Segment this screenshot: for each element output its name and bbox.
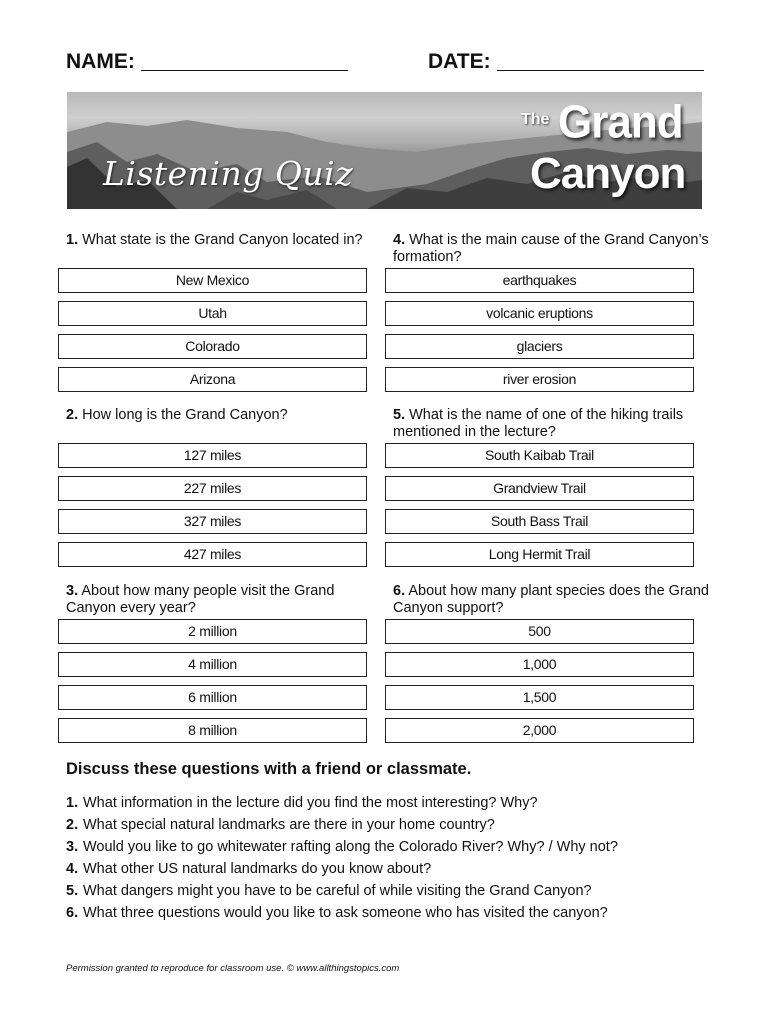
discussion-text: What other US natural landmarks do you know about? bbox=[83, 861, 432, 877]
question-2 bbox=[66, 407, 384, 575]
answer-option[interactable]: Long Hermit Trail bbox=[385, 542, 694, 567]
answer-option[interactable]: Arizona bbox=[58, 367, 367, 392]
question-4 bbox=[393, 232, 711, 400]
answer-option[interactable]: 2,000 bbox=[385, 718, 694, 743]
discussion-item bbox=[66, 814, 706, 836]
discussion-text: What dangers might you have to be careful of while visiting the Grand Canyon? bbox=[83, 883, 592, 899]
answer-option[interactable]: 500 bbox=[385, 619, 694, 644]
answer-options bbox=[66, 443, 384, 567]
answer-options bbox=[393, 619, 711, 743]
question-text: About how many people visit the Grand Canyon every year? bbox=[66, 583, 335, 616]
answer-option[interactable]: New Mexico bbox=[58, 268, 367, 293]
answer-option[interactable]: 427 miles bbox=[58, 542, 367, 567]
name-blank-line[interactable] bbox=[141, 50, 348, 71]
banner-the-text: The bbox=[521, 111, 550, 128]
name-label: NAME: bbox=[66, 50, 135, 73]
question-number: 5. bbox=[393, 407, 406, 423]
question-text: About how many plant species does the Grand Canyon support? bbox=[393, 583, 709, 616]
copyright-footer: Permission granted to reproduce for classroom use. © www.allthingstopics.com bbox=[66, 963, 400, 974]
name-date-header bbox=[66, 50, 706, 80]
answer-option[interactable]: 4 million bbox=[58, 652, 367, 677]
answer-option[interactable]: 327 miles bbox=[58, 509, 367, 534]
discussion-list bbox=[66, 792, 706, 924]
question-number: 1. bbox=[66, 232, 79, 248]
discussion-text: What information in the lecture did you find the most interesting? Why? bbox=[83, 795, 538, 811]
question-number: 2. bbox=[66, 407, 79, 423]
name-field[interactable] bbox=[66, 50, 348, 74]
question-number: 6. bbox=[393, 583, 406, 599]
discussion-number: 5. bbox=[66, 883, 79, 899]
answer-option[interactable]: Colorado bbox=[58, 334, 367, 359]
banner-canyon-text: Canyon bbox=[530, 149, 686, 198]
banner-quiz-title: Listening Quiz bbox=[103, 154, 354, 193]
answer-options bbox=[66, 268, 384, 392]
discussion-number: 6. bbox=[66, 905, 79, 921]
date-field[interactable] bbox=[428, 50, 704, 74]
discussion-text: What special natural landmarks are there in your home country? bbox=[83, 817, 495, 833]
question-5 bbox=[393, 407, 711, 575]
answer-options bbox=[393, 443, 711, 567]
answer-option[interactable]: Grandview Trail bbox=[385, 476, 694, 501]
banner-image bbox=[67, 92, 702, 209]
answer-option[interactable]: South Bass Trail bbox=[385, 509, 694, 534]
answer-option[interactable]: South Kaibab Trail bbox=[385, 443, 694, 468]
date-blank-line[interactable] bbox=[497, 50, 704, 71]
discussion-heading: Discuss these questions with a friend or classmate. bbox=[66, 760, 472, 778]
answer-option[interactable]: 8 million bbox=[58, 718, 367, 743]
discussion-text: What three questions would you like to ask someone who has visited the canyon? bbox=[83, 905, 608, 921]
answer-option[interactable]: Utah bbox=[58, 301, 367, 326]
discussion-text: Would you like to go whitewater rafting along the Colorado River? Why? / Why not? bbox=[83, 839, 618, 855]
question-text: How long is the Grand Canyon? bbox=[82, 407, 288, 423]
question-1 bbox=[66, 232, 384, 400]
discussion-item bbox=[66, 858, 706, 880]
discussion-item bbox=[66, 880, 706, 902]
answer-option[interactable]: 227 miles bbox=[58, 476, 367, 501]
answer-option[interactable]: 6 million bbox=[58, 685, 367, 710]
question-text: What is the main cause of the Grand Canyon’s formation? bbox=[393, 232, 709, 265]
discussion-item bbox=[66, 902, 706, 924]
answer-option[interactable]: 127 miles bbox=[58, 443, 367, 468]
question-text: What is the name of one of the hiking trails mentioned in the lecture? bbox=[393, 407, 684, 440]
answer-option[interactable]: 1,500 bbox=[385, 685, 694, 710]
discussion-number: 2. bbox=[66, 817, 79, 833]
question-6 bbox=[393, 583, 711, 751]
answer-options bbox=[66, 619, 384, 743]
answer-option[interactable]: 1,000 bbox=[385, 652, 694, 677]
question-number: 3. bbox=[66, 583, 79, 599]
discussion-number: 3. bbox=[66, 839, 79, 855]
answer-option[interactable]: 2 million bbox=[58, 619, 367, 644]
question-number: 4. bbox=[393, 232, 406, 248]
answer-option[interactable]: earthquakes bbox=[385, 268, 694, 293]
answer-option[interactable]: river erosion bbox=[385, 367, 694, 392]
banner-grand-text: Grand bbox=[558, 96, 683, 149]
date-label: DATE: bbox=[428, 50, 491, 73]
answer-options bbox=[393, 268, 711, 392]
question-3 bbox=[66, 583, 384, 751]
discussion-number: 4. bbox=[66, 861, 79, 877]
answer-option[interactable]: volcanic eruptions bbox=[385, 301, 694, 326]
answer-option[interactable]: glaciers bbox=[385, 334, 694, 359]
discussion-item bbox=[66, 836, 706, 858]
discussion-item bbox=[66, 792, 706, 814]
discussion-number: 1. bbox=[66, 795, 79, 811]
question-text: What state is the Grand Canyon located in? bbox=[82, 232, 363, 248]
